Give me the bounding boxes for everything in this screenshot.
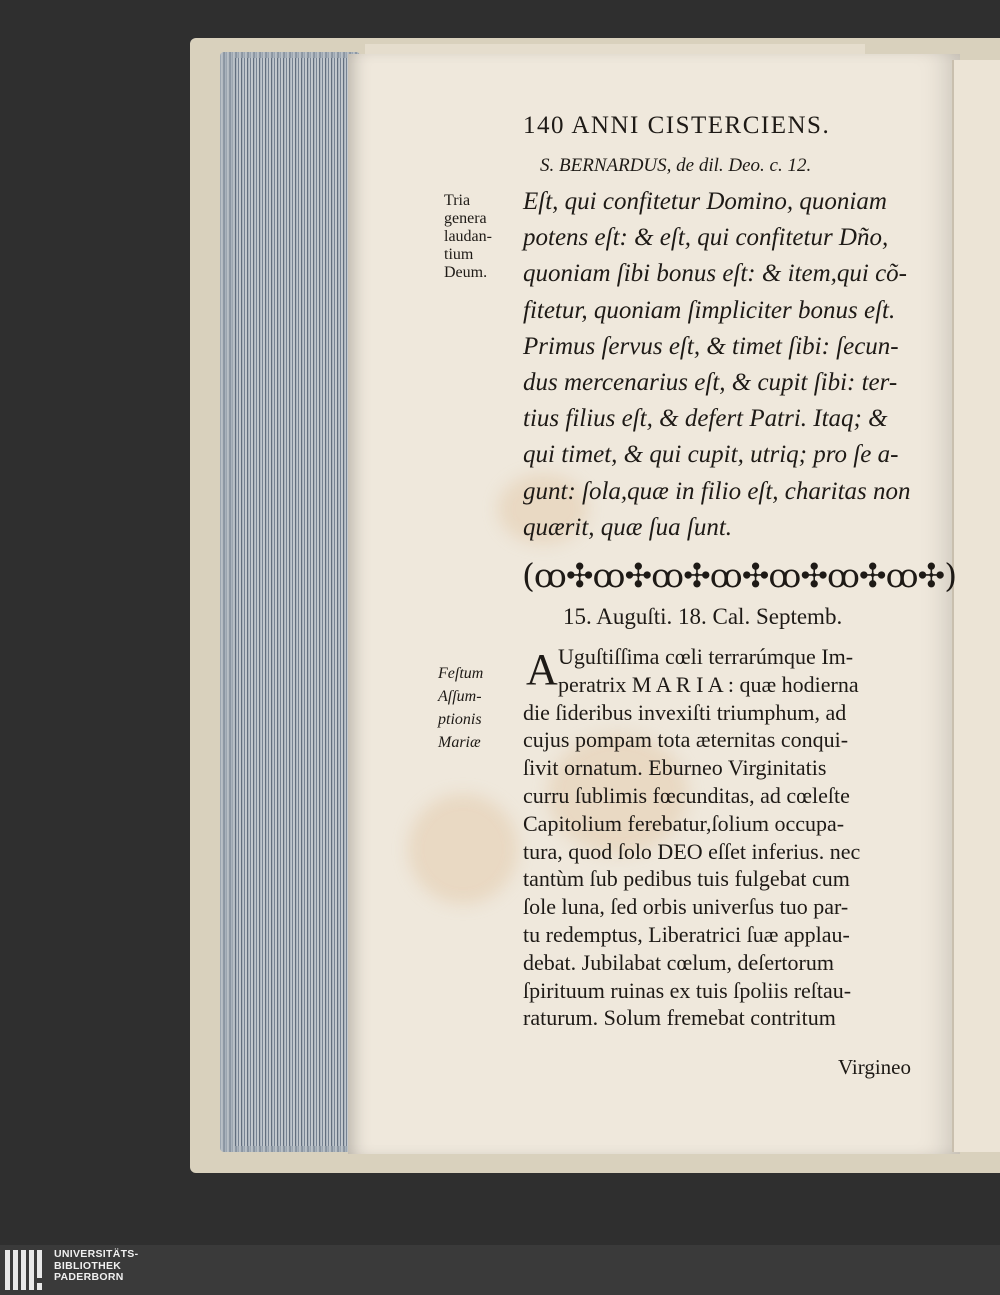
text-line: potens eſt: & eſt, qui confitetur Dño, [523, 224, 889, 252]
feast-date: 15. Auguſti. 18. Cal. Septemb. [563, 604, 843, 629]
margin-note-line: Mariæ [438, 734, 481, 751]
text-line: raturum. Solum fremebat contritum [523, 1005, 836, 1031]
footer-bar [0, 1245, 1000, 1295]
margin-note-line: Aſſum- [438, 688, 482, 705]
text-line: peratrix M A R I A : quæ hodierna [558, 671, 859, 697]
text-line: die ſideribus invexiſti triumphum, ad [523, 699, 847, 725]
drop-capital: A [526, 645, 558, 694]
text-line: ſivit ornatum. Eburneo Virginitatis [523, 755, 827, 781]
text-line: Eſt, qui confitetur Domino, quoniam [523, 188, 887, 215]
author-line: S. BERNARDUS, de dil. Deo. c. 12. [540, 155, 812, 176]
margin-note-line: tium [444, 246, 474, 263]
right-page-edge [952, 60, 1000, 1152]
ornament-divider: (ꝏ✣ꝏ✣ꝏ✣ꝏ✣ꝏ✣ꝏ✣ꝏ✣) [522, 556, 957, 595]
library-logo-icon [5, 1250, 47, 1290]
margin-note-line: Tria [444, 192, 471, 209]
text-line: cujus pompam tota æternitas conqui- [523, 727, 849, 753]
text-line: ſole luna, ſed orbis univerſus tuo par- [523, 894, 849, 920]
text-line: fitetur, quoniam ſimpliciter bonus eſt. [523, 296, 896, 324]
text-line: curru ſublimis fœcunditas, ad cœleſte [523, 783, 850, 808]
text-line: Uguſtiſſima cœli terrarúmque Im- [558, 644, 854, 669]
text-line: tantùm ſub pedibus tuis fulgebat cum [523, 866, 850, 892]
text-line: qui timet, & qui cupit, utriq; pro ſe a- [523, 441, 899, 469]
library-name: UNIVERSITÄTS- BIBLIOTHEK PADERBORN [54, 1248, 139, 1283]
margin-note-line: laudan- [444, 228, 492, 245]
margin-note-line: genera [444, 210, 487, 227]
text-line: Capitolium ferebatur,ſolium occupa- [523, 810, 845, 836]
margin-note-line: Deum. [444, 264, 488, 281]
running-header: 140 ANNI CISTERCIENS. [523, 112, 831, 139]
text-line: tu redemptus, Liberatrici ſuæ applau- [523, 922, 850, 947]
text-line: tura, quod ſolo DEO eſſet inferius. nec [523, 838, 861, 864]
text-line: dus mercenarius eſt, & cupit ſibi: ter- [523, 369, 898, 396]
text-line: ſpirituum ruinas ex tuis ſpoliis reſtau- [523, 977, 852, 1003]
margin-note-line: Feſtum [438, 665, 484, 682]
text-line: quoniam ſibi bonus eſt: & item,qui cõ- [523, 260, 907, 288]
catchword: Virgineo [838, 1055, 912, 1079]
text-line: gunt: ſola,quæ in filio eſt, charitas non [523, 477, 911, 505]
text-line: tius filius eſt, & defert Patri. Itaq; & [523, 405, 888, 433]
text-line: quærit, quæ ſua ſunt. [523, 513, 733, 541]
margin-note-line: ptionis [438, 711, 482, 728]
page-edges-texture [235, 58, 355, 1146]
text-line: Primus ſervus eſt, & timet ſibi: ſecun- [523, 332, 899, 360]
text-line: debat. Jubilabat cœlum, deſertorum [523, 949, 834, 975]
